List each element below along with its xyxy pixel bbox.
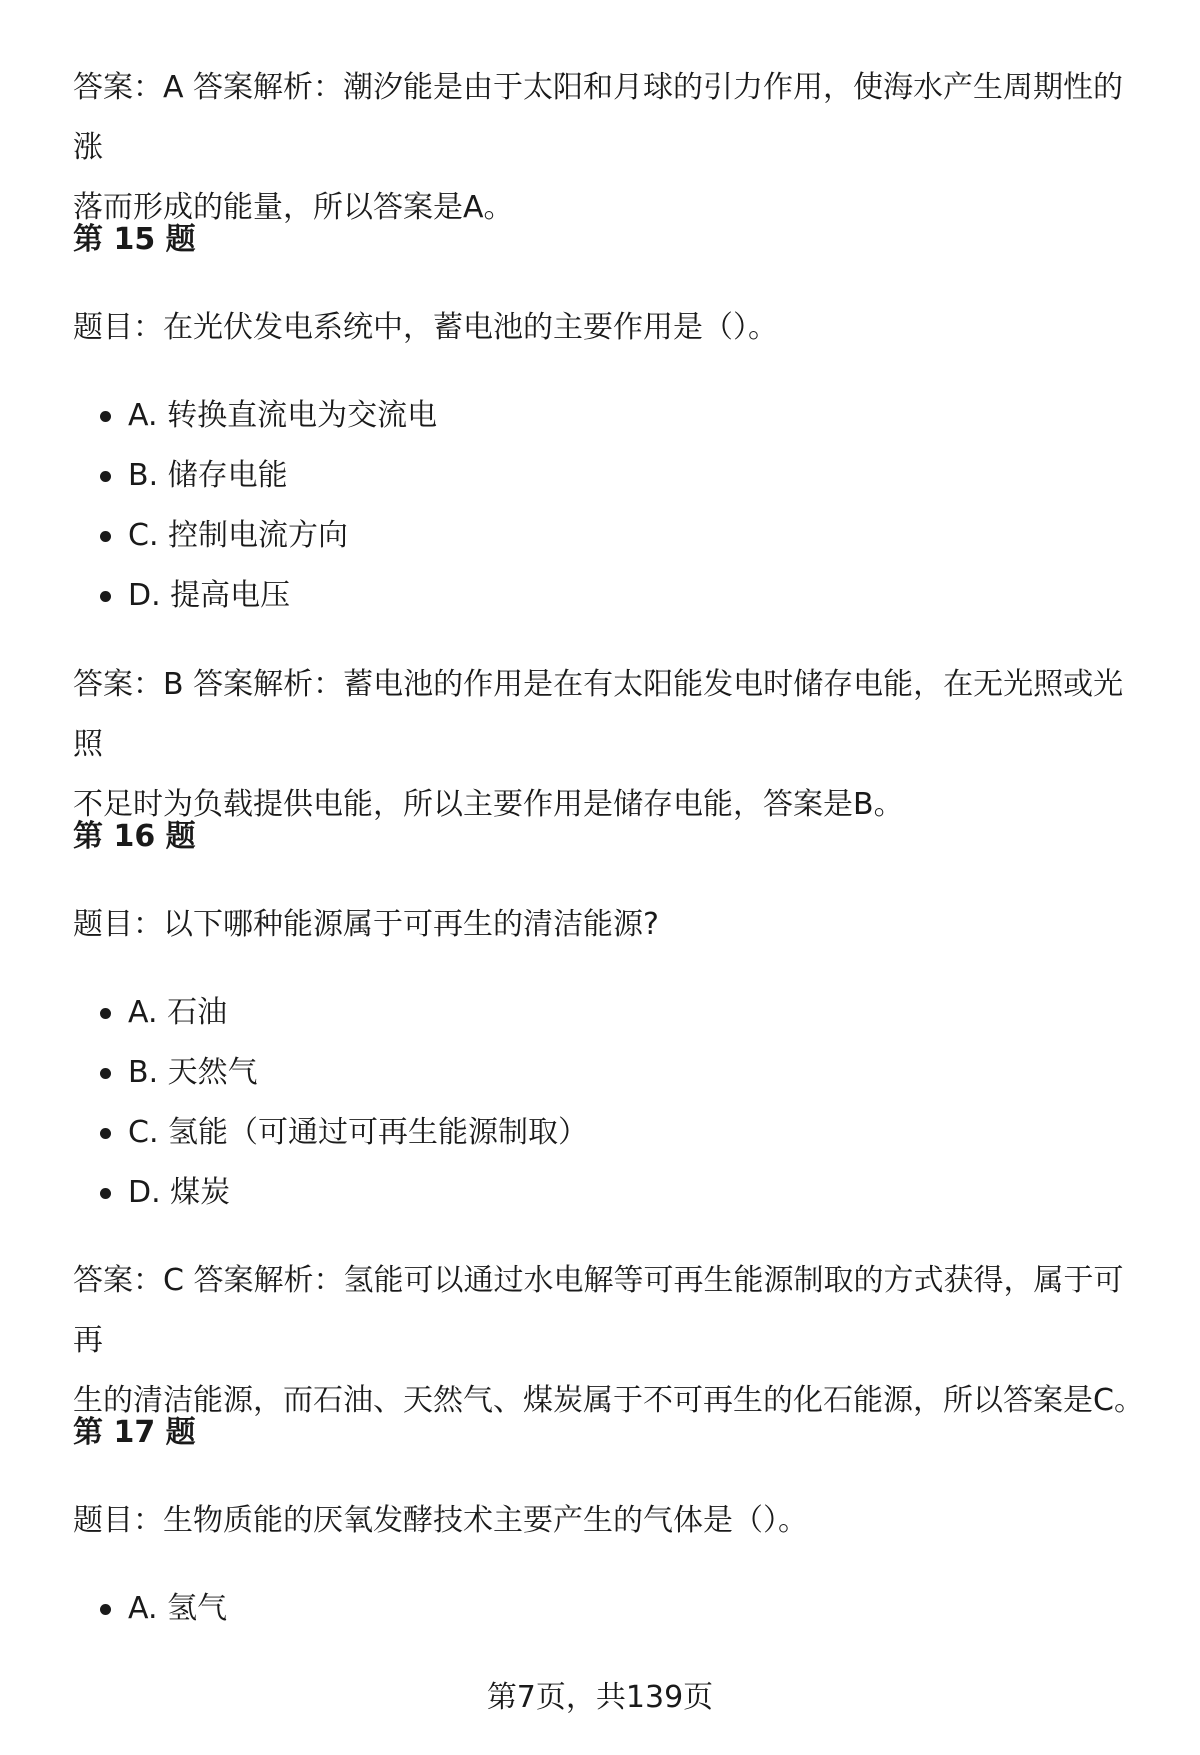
- question-stem-15: 题目：在光伏发电系统中，蓄电池的主要作用是（）。: [73, 310, 778, 345]
- option-label: A. 石油: [128, 995, 228, 1030]
- answer-q14: [73, 58, 1153, 238]
- option-label: A. 转换直流电为交流电: [128, 398, 438, 433]
- option-label: D. 提高电压: [128, 578, 291, 613]
- option-item: [100, 396, 437, 456]
- answer-line: 生的清洁能源，而石油、天然气、煤炭属于不可再生的化石能源，所以答案是C。: [73, 1383, 1144, 1418]
- option-label: B. 储存电能: [128, 458, 288, 493]
- option-label: B. 天然气: [128, 1055, 258, 1090]
- option-label: C. 氢能（可通过可再生能源制取）: [128, 1115, 589, 1150]
- option-item: [100, 576, 437, 636]
- option-item: [100, 456, 437, 516]
- bullet-icon: [100, 1188, 111, 1199]
- option-label: C. 控制电流方向: [128, 518, 349, 553]
- option-label: A. 氢气: [128, 1591, 228, 1626]
- options-list-15: [100, 396, 437, 636]
- answer-line: 答案：B 答案解析：蓄电池的作用是在有太阳能发电时储存电能，在无光照或光照: [73, 667, 1124, 762]
- page-number: 第7页，共139页: [486, 1680, 714, 1715]
- answer-q16: [73, 1251, 1153, 1431]
- answer-line: 答案：A 答案解析：潮汐能是由于太阳和月球的引力作用，使海水产生周期性的涨: [73, 70, 1124, 165]
- answer-q15: [73, 655, 1153, 835]
- bullet-icon: [100, 1008, 111, 1019]
- question-stem-16: 题目：以下哪种能源属于可再生的清洁能源?: [73, 907, 659, 942]
- bullet-icon: [100, 1068, 111, 1079]
- answer-line: 答案：C 答案解析：氢能可以通过水电解等可再生能源制取的方式获得，属于可再: [73, 1263, 1124, 1358]
- bullet-icon: [100, 531, 111, 542]
- bullet-icon: [100, 1128, 111, 1139]
- option-item: [100, 516, 437, 576]
- bullet-icon: [100, 591, 111, 602]
- option-item: [100, 1589, 227, 1649]
- option-label: D. 煤炭: [128, 1175, 231, 1210]
- option-item: [100, 1113, 588, 1173]
- question-heading-16: 第 16 题: [73, 819, 196, 854]
- bullet-icon: [100, 1604, 111, 1615]
- option-item: [100, 993, 588, 1053]
- option-item: [100, 1053, 588, 1113]
- question-heading-17: 第 17 题: [73, 1415, 196, 1450]
- question-stem-17: 题目：生物质能的厌氧发酵技术主要产生的气体是（）。: [73, 1503, 808, 1538]
- answer-line: 落而形成的能量，所以答案是A。: [73, 190, 514, 225]
- option-item: [100, 1173, 588, 1233]
- question-heading-15: 第 15 题: [73, 222, 196, 257]
- bullet-icon: [100, 471, 111, 482]
- options-list-16: [100, 993, 588, 1233]
- bullet-icon: [100, 411, 111, 422]
- answer-line: 不足时为负载提供电能，所以主要作用是储存电能，答案是B。: [73, 787, 904, 822]
- options-list-17: [100, 1589, 227, 1649]
